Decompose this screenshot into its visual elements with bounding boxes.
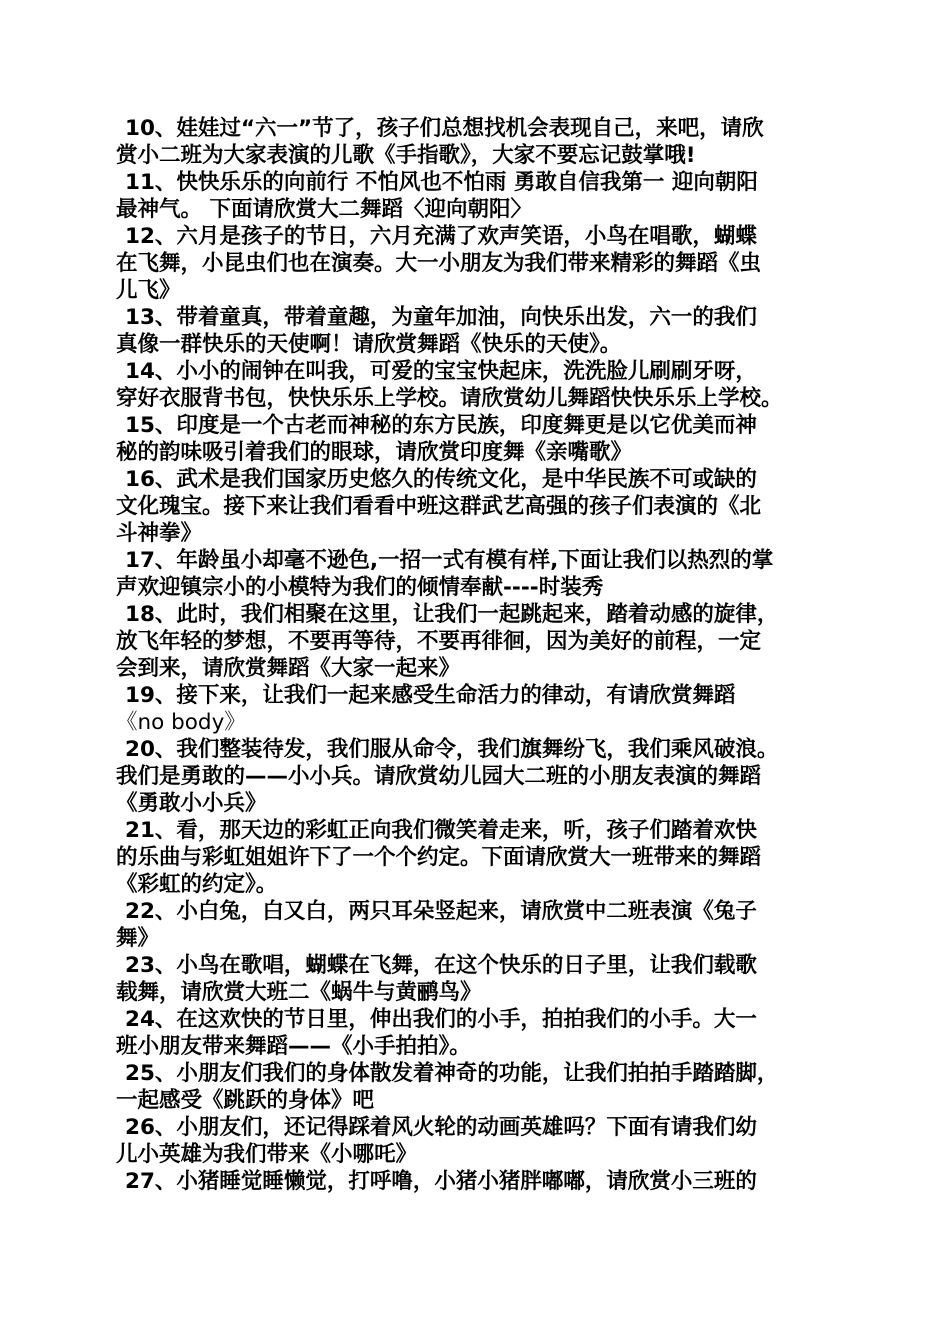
text-line: 儿飞》 (116, 278, 181, 303)
text-line: 载舞，请欣赏大班二《蜗牛与黄鹂鸟》 (116, 980, 482, 1005)
text-line: 21、看，那天边的彩虹正向我们微笑着走来，听，孩子们踏着欢快 (125, 818, 757, 843)
text-line: 放飞年轻的梦想，不要再等待，不要再徘徊，因为美好的前程，一定 (116, 629, 762, 654)
text-line: 《no body》 (116, 710, 246, 735)
text-line: 23、小鸟在歌唱，蝴蝶在飞舞，在这个快乐的日子里，让我们载歌 (125, 953, 757, 978)
text-line: 24、在这欢快的节日里，伸出我们的小手，拍拍我们的小手。大一 (125, 1007, 757, 1032)
text-line: 14、小小的闹钟在叫我，可爱的宝宝快起床，洗洗脸儿刷刷牙呀， (125, 359, 757, 384)
document-body (116, 115, 846, 1195)
text-line: 10、娃娃过“六一”节了，孩子们总想找机会表现自己，来吧，请欣 (125, 116, 764, 141)
text-line: 27、小猪睡觉睡懒觉，打呼噜，小猪小猪胖嘟嘟，请欣赏小三班的 (125, 1169, 757, 1194)
text-line: 19、接下来，让我们一起来感受生命活力的律动，有请欣赏舞蹈 (125, 683, 736, 708)
text-line: 穿好衣服背书包，快快乐乐上学校。请欣赏幼儿舞蹈快快乐乐上学校。 (116, 386, 783, 411)
text-line: 26、小朋友们，还记得踩着风火轮的动画英雄吗？下面有请我们幼 (125, 1115, 757, 1140)
text-line: 17、年龄虽小却毫不逊色,一招一式有模有样,下面让我们以热烈的掌 (125, 548, 774, 573)
text-line: 11、快快乐乐的向前行 不怕风也不怕雨 勇敢自信我第一 迎向朝阳 (125, 170, 758, 195)
text-line: 舞》 (116, 926, 160, 951)
text-line: 《勇敢小小兵》 (116, 791, 267, 816)
text-line: 16、武术是我们国家历史悠久的传统文化，是中华民族不可或缺的 (125, 467, 757, 492)
text-line: 声欢迎镇宗小的小模特为我们的倾情奉献----时装秀 (116, 575, 604, 600)
text-line: 真像一群快乐的天使啊！请欣赏舞蹈《快乐的天使》。 (116, 332, 622, 357)
text-line: 斗神拳》 (116, 521, 203, 546)
text-line: 的乐曲与彩虹姐姐许下了一个个约定。下面请欣赏大一班带来的舞蹈 (116, 845, 762, 870)
text-line: 秘的韵味吸引着我们的眼球，请欣赏印度舞《亲嘴歌》 (116, 440, 633, 465)
text-line: 20、我们整装待发，我们服从命令，我们旗舞纷飞，我们乘风破浪。 (125, 737, 779, 762)
text-line: 赏小二班为大家表演的儿歌《手指歌》，大家不要忘记鼓掌哦! (116, 143, 696, 168)
text-line: 12、六月是孩子的节日，六月充满了欢声笑语，小鸟在唱歌，蝴蝶 (125, 224, 757, 249)
text-line: 会到来，请欣赏舞蹈《大家一起来》 (116, 656, 461, 681)
text-line: 我们是勇敢的——小小兵。请欣赏幼儿园大二班的小朋友表演的舞蹈 (116, 764, 762, 789)
text-line: 25、小朋友们我们的身体散发着神奇的功能，让我们拍拍手踏踏脚， (125, 1061, 779, 1086)
text-line: 最神气。 下面请欣赏大二舞蹈〈迎向朝阳〉 (116, 197, 532, 222)
text-line: 儿小英雄为我们带来《小哪吒》 (116, 1142, 418, 1167)
text-line: 《彩虹的约定》。 (116, 872, 278, 897)
text-line: 15、印度是一个古老而神秘的东方民族，印度舞更是以它优美而神 (125, 413, 757, 438)
text-line: 22、小白兔，白又白，两只耳朵竖起来，请欣赏中二班表演《兔子 (125, 899, 757, 924)
text-line: 文化瑰宝。接下来让我们看看中班这群武艺高强的孩子们表演的《北 (116, 494, 762, 519)
text-line: 一起感受《跳跃的身体》吧 (116, 1088, 375, 1113)
text-line: 13、带着童真，带着童趣，为童年加油，向快乐出发，六一的我们 (125, 305, 757, 330)
text-line: 班小朋友带来舞蹈——《小手拍拍》。 (116, 1034, 471, 1059)
text-line: 在飞舞，小昆虫们也在演奏。大一小朋友为我们带来精彩的舞蹈《虫 (116, 251, 762, 276)
text-line: 18、此时，我们相聚在这里，让我们一起跳起来，踏着动感的旋律， (125, 602, 779, 627)
